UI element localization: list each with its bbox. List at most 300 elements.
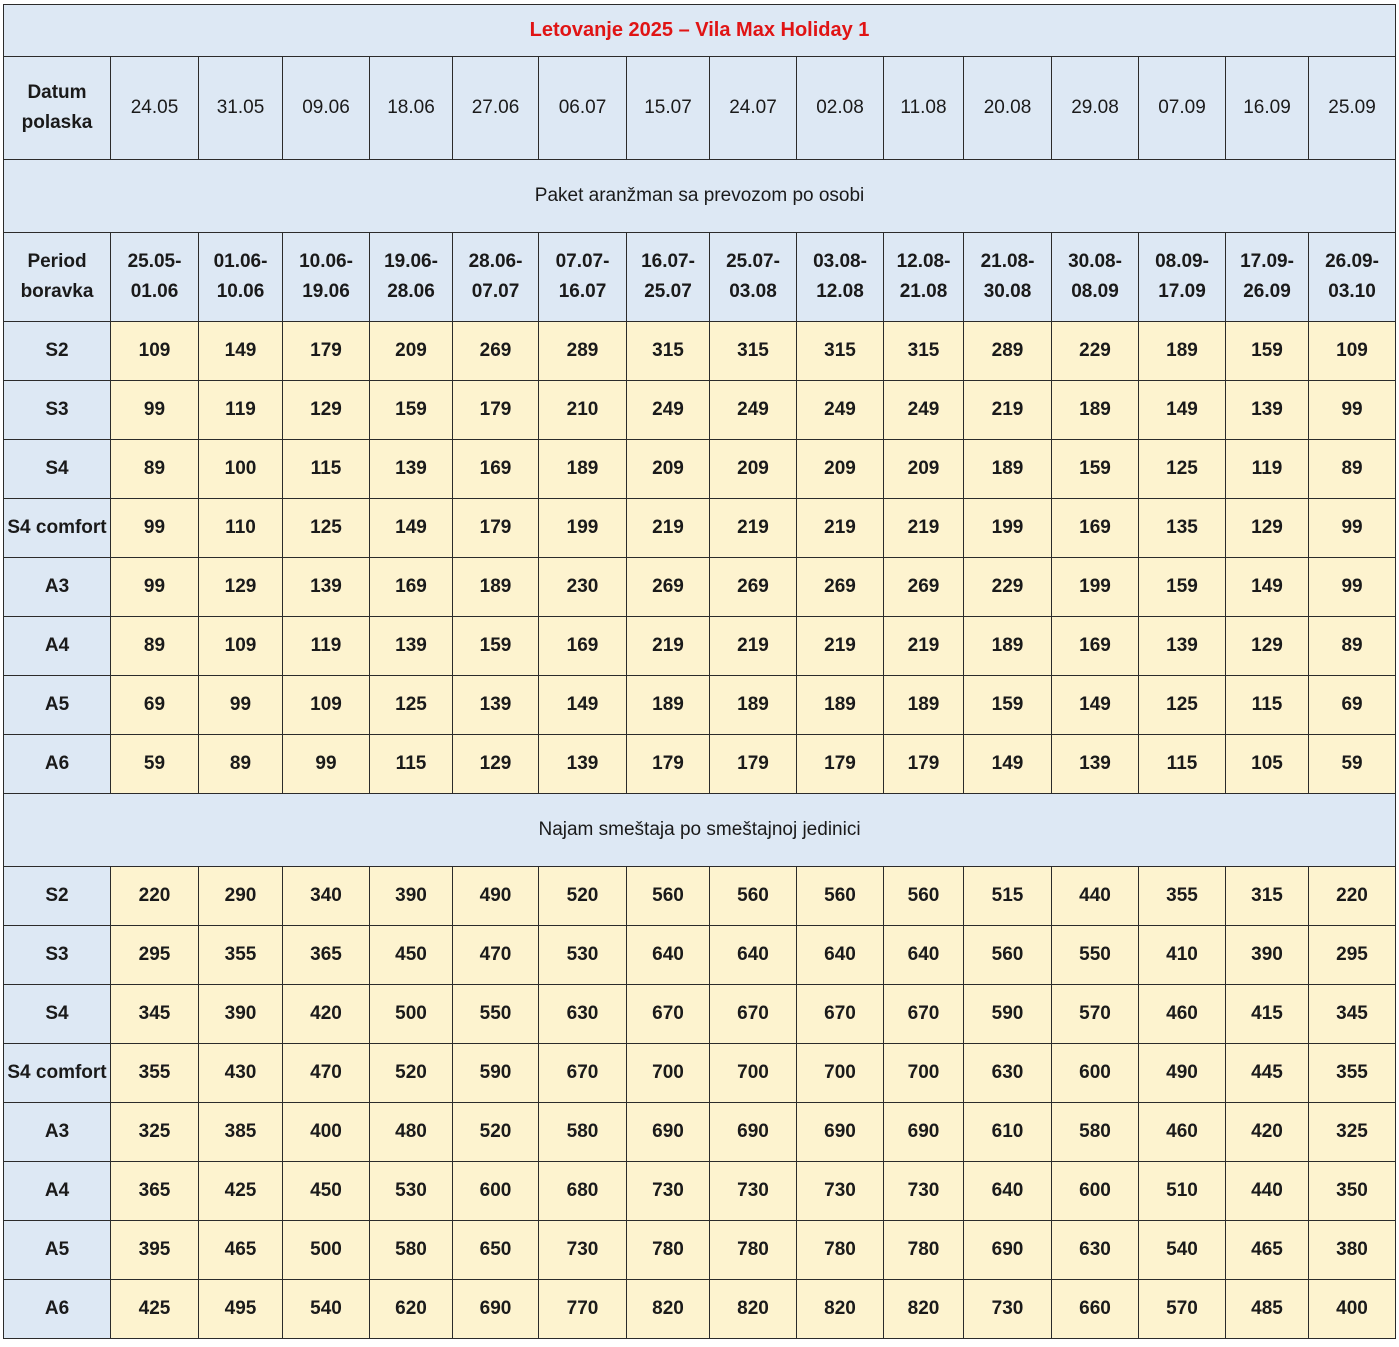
package-price-cell: 189 [964, 617, 1052, 676]
rental-price-cell: 500 [283, 1221, 370, 1280]
rental-price-cell: 630 [1052, 1221, 1139, 1280]
package-price-cell: 189 [539, 440, 627, 499]
rental-price-cell: 560 [710, 867, 797, 926]
rental-price-cell: 700 [884, 1044, 964, 1103]
rental-price-cell: 420 [1226, 1103, 1309, 1162]
package-price-cell: 269 [627, 558, 710, 617]
departure-date: 24.05 [111, 57, 199, 160]
rental-price-cell: 355 [1309, 1044, 1396, 1103]
rental-price-cell: 410 [1139, 926, 1226, 985]
package-row [4, 617, 1396, 676]
rental-row [4, 1221, 1396, 1280]
rental-price-cell: 680 [539, 1162, 627, 1221]
package-price-cell: 189 [1052, 381, 1139, 440]
rental-price-cell: 730 [884, 1162, 964, 1221]
package-price-cell: 99 [1309, 381, 1396, 440]
rental-price-cell: 380 [1309, 1221, 1396, 1280]
package-price-cell: 119 [283, 617, 370, 676]
package-price-cell: 135 [1139, 499, 1226, 558]
package-price-cell: 100 [199, 440, 283, 499]
package-row [4, 558, 1396, 617]
package-price-cell: 229 [964, 558, 1052, 617]
rental-unit-label: A6 [4, 1280, 111, 1339]
package-price-cell: 169 [539, 617, 627, 676]
package-row [4, 676, 1396, 735]
package-price-cell: 115 [370, 735, 453, 794]
rental-price-cell: 550 [453, 985, 539, 1044]
rental-price-cell: 540 [283, 1280, 370, 1339]
rental-row [4, 867, 1396, 926]
title-row [4, 5, 1396, 57]
rental-price-cell: 650 [453, 1221, 539, 1280]
departure-date: 07.09 [1139, 57, 1226, 160]
package-price-cell: 159 [370, 381, 453, 440]
rental-row [4, 1044, 1396, 1103]
table-title: Letovanje 2025 – Vila Max Holiday 1 [4, 5, 1396, 57]
rental-price-cell: 730 [627, 1162, 710, 1221]
rental-price-cell: 460 [1139, 1103, 1226, 1162]
package-price-cell: 219 [710, 617, 797, 676]
package-row [4, 440, 1396, 499]
package-price-cell: 189 [797, 676, 884, 735]
package-price-cell: 269 [884, 558, 964, 617]
rental-price-cell: 470 [453, 926, 539, 985]
rental-price-cell: 600 [1052, 1044, 1139, 1103]
package-price-cell: 230 [539, 558, 627, 617]
rental-price-cell: 520 [539, 867, 627, 926]
package-unit-label: A3 [4, 558, 111, 617]
package-price-cell: 219 [884, 499, 964, 558]
rental-price-cell: 520 [370, 1044, 453, 1103]
rental-price-cell: 780 [884, 1221, 964, 1280]
rental-price-cell: 445 [1226, 1044, 1309, 1103]
rental-price-cell: 290 [199, 867, 283, 926]
rental-price-cell: 610 [964, 1103, 1052, 1162]
package-price-cell: 189 [627, 676, 710, 735]
rental-price-cell: 400 [283, 1103, 370, 1162]
package-price-cell: 209 [627, 440, 710, 499]
rental-price-cell: 365 [111, 1162, 199, 1221]
package-price-cell: 110 [199, 499, 283, 558]
package-price-cell: 179 [710, 735, 797, 794]
rental-price-cell: 550 [1052, 926, 1139, 985]
package-price-cell: 189 [1139, 322, 1226, 381]
rental-price-cell: 495 [199, 1280, 283, 1339]
package-row [4, 499, 1396, 558]
package-price-cell: 219 [884, 617, 964, 676]
period-range: 30.08- 08.09 [1052, 233, 1139, 322]
rental-price-cell: 465 [1226, 1221, 1309, 1280]
package-price-cell: 179 [453, 499, 539, 558]
rental-price-cell: 730 [797, 1162, 884, 1221]
rental-price-cell: 395 [111, 1221, 199, 1280]
rental-price-cell: 465 [199, 1221, 283, 1280]
rental-price-cell: 600 [1052, 1162, 1139, 1221]
rental-price-cell: 660 [1052, 1280, 1139, 1339]
package-price-cell: 69 [1309, 676, 1396, 735]
rental-price-cell: 640 [797, 926, 884, 985]
rental-price-cell: 560 [884, 867, 964, 926]
rental-price-cell: 530 [539, 926, 627, 985]
package-unit-label: S4 comfort [4, 499, 111, 558]
departure-date: 31.05 [199, 57, 283, 160]
rental-unit-label: S4 comfort [4, 1044, 111, 1103]
package-price-cell: 159 [964, 676, 1052, 735]
price-table [3, 4, 1396, 1339]
package-unit-label: S3 [4, 381, 111, 440]
period-range: 03.08- 12.08 [797, 233, 884, 322]
rental-price-cell: 670 [884, 985, 964, 1044]
rental-row [4, 1162, 1396, 1221]
package-price-cell: 209 [710, 440, 797, 499]
rental-price-cell: 355 [111, 1044, 199, 1103]
package-price-cell: 125 [283, 499, 370, 558]
rental-price-cell: 530 [370, 1162, 453, 1221]
rental-unit-label: A3 [4, 1103, 111, 1162]
departure-date: 25.09 [1309, 57, 1396, 160]
rental-price-cell: 820 [627, 1280, 710, 1339]
package-price-cell: 69 [111, 676, 199, 735]
rental-price-cell: 770 [539, 1280, 627, 1339]
rental-price-cell: 325 [1309, 1103, 1396, 1162]
period-range: 16.07- 25.07 [627, 233, 710, 322]
rental-price-cell: 820 [710, 1280, 797, 1339]
rental-price-cell: 440 [1052, 867, 1139, 926]
package-price-cell: 189 [964, 440, 1052, 499]
package-price-cell: 115 [1139, 735, 1226, 794]
package-price-cell: 109 [111, 322, 199, 381]
rental-price-cell: 400 [1309, 1280, 1396, 1339]
package-price-cell: 115 [283, 440, 370, 499]
departure-date: 06.07 [539, 57, 627, 160]
package-price-cell: 249 [710, 381, 797, 440]
package-price-cell: 179 [453, 381, 539, 440]
period-label: Period boravka [4, 233, 111, 322]
period-range: 25.07- 03.08 [710, 233, 797, 322]
package-price-cell: 169 [370, 558, 453, 617]
rental-price-cell: 690 [453, 1280, 539, 1339]
rental-price-cell: 690 [627, 1103, 710, 1162]
package-price-cell: 129 [1226, 617, 1309, 676]
period-row [4, 233, 1396, 322]
departure-date: 20.08 [964, 57, 1052, 160]
departure-dates-row [4, 57, 1396, 160]
departure-date: 27.06 [453, 57, 539, 160]
package-price-cell: 179 [884, 735, 964, 794]
package-price-cell: 149 [539, 676, 627, 735]
rental-price-cell: 450 [283, 1162, 370, 1221]
rental-price-cell: 670 [539, 1044, 627, 1103]
rental-price-cell: 820 [884, 1280, 964, 1339]
rental-price-cell: 390 [370, 867, 453, 926]
rental-price-cell: 415 [1226, 985, 1309, 1044]
package-price-cell: 139 [539, 735, 627, 794]
period-range: 26.09- 03.10 [1309, 233, 1396, 322]
period-range: 12.08- 21.08 [884, 233, 964, 322]
rental-price-cell: 640 [627, 926, 710, 985]
rental-price-cell: 430 [199, 1044, 283, 1103]
package-price-cell: 99 [111, 558, 199, 617]
rental-unit-label: A5 [4, 1221, 111, 1280]
departure-date: 09.06 [283, 57, 370, 160]
package-price-cell: 139 [283, 558, 370, 617]
package-price-cell: 129 [453, 735, 539, 794]
package-price-cell: 149 [199, 322, 283, 381]
rental-price-cell: 340 [283, 867, 370, 926]
rental-price-cell: 220 [1309, 867, 1396, 926]
package-price-cell: 149 [964, 735, 1052, 794]
section-rental-title: Najam smeštaja po smeštajnoj jedinici [4, 794, 1396, 867]
package-price-cell: 129 [283, 381, 370, 440]
rental-price-cell: 480 [370, 1103, 453, 1162]
rental-price-cell: 295 [111, 926, 199, 985]
package-price-cell: 109 [199, 617, 283, 676]
package-price-cell: 189 [453, 558, 539, 617]
package-price-cell: 139 [370, 440, 453, 499]
rental-price-cell: 425 [111, 1280, 199, 1339]
package-price-cell: 159 [1139, 558, 1226, 617]
rental-price-cell: 670 [627, 985, 710, 1044]
package-price-cell: 89 [111, 617, 199, 676]
package-price-cell: 209 [797, 440, 884, 499]
package-price-cell: 219 [627, 499, 710, 558]
package-price-cell: 229 [1052, 322, 1139, 381]
package-price-cell: 199 [1052, 558, 1139, 617]
departure-date: 29.08 [1052, 57, 1139, 160]
period-range: 28.06- 07.07 [453, 233, 539, 322]
rental-price-cell: 220 [111, 867, 199, 926]
package-price-cell: 59 [111, 735, 199, 794]
package-row [4, 381, 1396, 440]
package-price-cell: 209 [370, 322, 453, 381]
rental-price-cell: 730 [539, 1221, 627, 1280]
package-price-cell: 189 [710, 676, 797, 735]
rental-price-cell: 355 [199, 926, 283, 985]
package-price-cell: 169 [1052, 499, 1139, 558]
rental-price-cell: 780 [627, 1221, 710, 1280]
package-price-cell: 99 [1309, 558, 1396, 617]
package-price-cell: 139 [370, 617, 453, 676]
rental-price-cell: 520 [453, 1103, 539, 1162]
rental-price-cell: 630 [964, 1044, 1052, 1103]
rental-price-cell: 295 [1309, 926, 1396, 985]
package-price-cell: 119 [199, 381, 283, 440]
package-price-cell: 289 [539, 322, 627, 381]
departure-date: 02.08 [797, 57, 884, 160]
package-price-cell: 129 [199, 558, 283, 617]
rental-unit-label: S2 [4, 867, 111, 926]
package-price-cell: 315 [884, 322, 964, 381]
package-price-cell: 315 [797, 322, 884, 381]
rental-price-cell: 580 [1052, 1103, 1139, 1162]
package-price-cell: 269 [453, 322, 539, 381]
package-price-cell: 99 [111, 381, 199, 440]
rental-price-cell: 690 [964, 1221, 1052, 1280]
rental-price-cell: 460 [1139, 985, 1226, 1044]
rental-row [4, 926, 1396, 985]
rental-price-cell: 580 [539, 1103, 627, 1162]
package-price-cell: 89 [1309, 440, 1396, 499]
package-price-cell: 219 [710, 499, 797, 558]
package-price-cell: 99 [111, 499, 199, 558]
package-price-cell: 59 [1309, 735, 1396, 794]
package-price-cell: 199 [539, 499, 627, 558]
period-range: 07.07- 16.07 [539, 233, 627, 322]
rental-price-cell: 640 [964, 1162, 1052, 1221]
package-price-cell: 159 [1052, 440, 1139, 499]
rental-price-cell: 640 [884, 926, 964, 985]
package-price-cell: 115 [1226, 676, 1309, 735]
section-package-title: Paket aranžman sa prevozom po osobi [4, 160, 1396, 233]
package-price-cell: 219 [797, 617, 884, 676]
rental-price-cell: 730 [710, 1162, 797, 1221]
rental-price-cell: 590 [453, 1044, 539, 1103]
rental-price-cell: 515 [964, 867, 1052, 926]
package-price-cell: 105 [1226, 735, 1309, 794]
rental-price-cell: 440 [1226, 1162, 1309, 1221]
departure-date: 16.09 [1226, 57, 1309, 160]
rental-price-cell: 450 [370, 926, 453, 985]
package-price-cell: 139 [453, 676, 539, 735]
package-price-cell: 99 [283, 735, 370, 794]
package-price-cell: 119 [1226, 440, 1309, 499]
package-price-cell: 89 [111, 440, 199, 499]
rental-price-cell: 355 [1139, 867, 1226, 926]
package-row [4, 735, 1396, 794]
departure-label: Datum polaska [4, 57, 111, 160]
rental-price-cell: 690 [710, 1103, 797, 1162]
departure-date: 24.07 [710, 57, 797, 160]
rental-price-cell: 690 [797, 1103, 884, 1162]
rental-price-cell: 670 [797, 985, 884, 1044]
package-price-cell: 99 [1309, 499, 1396, 558]
rental-price-cell: 470 [283, 1044, 370, 1103]
package-price-cell: 125 [1139, 440, 1226, 499]
package-price-cell: 169 [453, 440, 539, 499]
package-price-cell: 109 [283, 676, 370, 735]
package-price-cell: 315 [710, 322, 797, 381]
rental-price-cell: 690 [884, 1103, 964, 1162]
rental-price-cell: 345 [111, 985, 199, 1044]
rental-price-cell: 630 [539, 985, 627, 1044]
rental-price-cell: 560 [797, 867, 884, 926]
rental-price-cell: 425 [199, 1162, 283, 1221]
rental-price-cell: 560 [964, 926, 1052, 985]
package-price-cell: 125 [370, 676, 453, 735]
rental-price-cell: 345 [1309, 985, 1396, 1044]
package-price-cell: 199 [964, 499, 1052, 558]
rental-price-cell: 315 [1226, 867, 1309, 926]
package-section-row [4, 160, 1396, 233]
rental-row [4, 985, 1396, 1044]
package-price-cell: 169 [1052, 617, 1139, 676]
package-price-cell: 149 [1052, 676, 1139, 735]
rental-price-cell: 500 [370, 985, 453, 1044]
rental-price-cell: 640 [710, 926, 797, 985]
package-price-cell: 139 [1052, 735, 1139, 794]
rental-section-row [4, 794, 1396, 867]
package-price-cell: 179 [797, 735, 884, 794]
rental-price-cell: 700 [710, 1044, 797, 1103]
rental-price-cell: 420 [283, 985, 370, 1044]
rental-price-cell: 620 [370, 1280, 453, 1339]
rental-price-cell: 390 [1226, 926, 1309, 985]
package-price-cell: 179 [627, 735, 710, 794]
period-range: 21.08- 30.08 [964, 233, 1052, 322]
rental-price-cell: 670 [710, 985, 797, 1044]
rental-price-cell: 385 [199, 1103, 283, 1162]
package-price-cell: 109 [1309, 322, 1396, 381]
rental-unit-label: S4 [4, 985, 111, 1044]
rental-price-cell: 570 [1052, 985, 1139, 1044]
rental-price-cell: 350 [1309, 1162, 1396, 1221]
package-price-cell: 219 [964, 381, 1052, 440]
rental-price-cell: 485 [1226, 1280, 1309, 1339]
rental-price-cell: 590 [964, 985, 1052, 1044]
package-price-cell: 149 [370, 499, 453, 558]
departure-date: 15.07 [627, 57, 710, 160]
departure-date: 11.08 [884, 57, 964, 160]
rental-unit-label: A4 [4, 1162, 111, 1221]
period-range: 08.09- 17.09 [1139, 233, 1226, 322]
rental-price-cell: 700 [627, 1044, 710, 1103]
rental-unit-label: S3 [4, 926, 111, 985]
rental-price-cell: 780 [710, 1221, 797, 1280]
package-unit-label: A6 [4, 735, 111, 794]
package-price-cell: 159 [453, 617, 539, 676]
package-price-cell: 149 [1226, 558, 1309, 617]
period-range: 25.05- 01.06 [111, 233, 199, 322]
rental-price-cell: 780 [797, 1221, 884, 1280]
package-price-cell: 159 [1226, 322, 1309, 381]
package-price-cell: 209 [884, 440, 964, 499]
package-price-cell: 249 [627, 381, 710, 440]
rental-price-cell: 540 [1139, 1221, 1226, 1280]
package-price-cell: 249 [884, 381, 964, 440]
package-price-cell: 249 [797, 381, 884, 440]
departure-date: 18.06 [370, 57, 453, 160]
package-unit-label: S2 [4, 322, 111, 381]
period-range: 01.06- 10.06 [199, 233, 283, 322]
package-price-cell: 210 [539, 381, 627, 440]
rental-price-cell: 570 [1139, 1280, 1226, 1339]
package-price-cell: 219 [627, 617, 710, 676]
package-price-cell: 269 [710, 558, 797, 617]
rental-row [4, 1103, 1396, 1162]
package-price-cell: 179 [283, 322, 370, 381]
rental-price-cell: 490 [453, 867, 539, 926]
period-range: 10.06- 19.06 [283, 233, 370, 322]
package-price-cell: 89 [199, 735, 283, 794]
rental-row [4, 1280, 1396, 1339]
rental-price-cell: 490 [1139, 1044, 1226, 1103]
package-price-cell: 219 [797, 499, 884, 558]
rental-price-cell: 580 [370, 1221, 453, 1280]
package-price-cell: 189 [884, 676, 964, 735]
rental-price-cell: 390 [199, 985, 283, 1044]
rental-price-cell: 820 [797, 1280, 884, 1339]
rental-price-cell: 365 [283, 926, 370, 985]
period-range: 17.09- 26.09 [1226, 233, 1309, 322]
package-unit-label: S4 [4, 440, 111, 499]
rental-price-cell: 700 [797, 1044, 884, 1103]
rental-price-cell: 730 [964, 1280, 1052, 1339]
rental-price-cell: 560 [627, 867, 710, 926]
package-price-cell: 129 [1226, 499, 1309, 558]
period-range: 19.06- 28.06 [370, 233, 453, 322]
package-price-cell: 289 [964, 322, 1052, 381]
rental-price-cell: 510 [1139, 1162, 1226, 1221]
